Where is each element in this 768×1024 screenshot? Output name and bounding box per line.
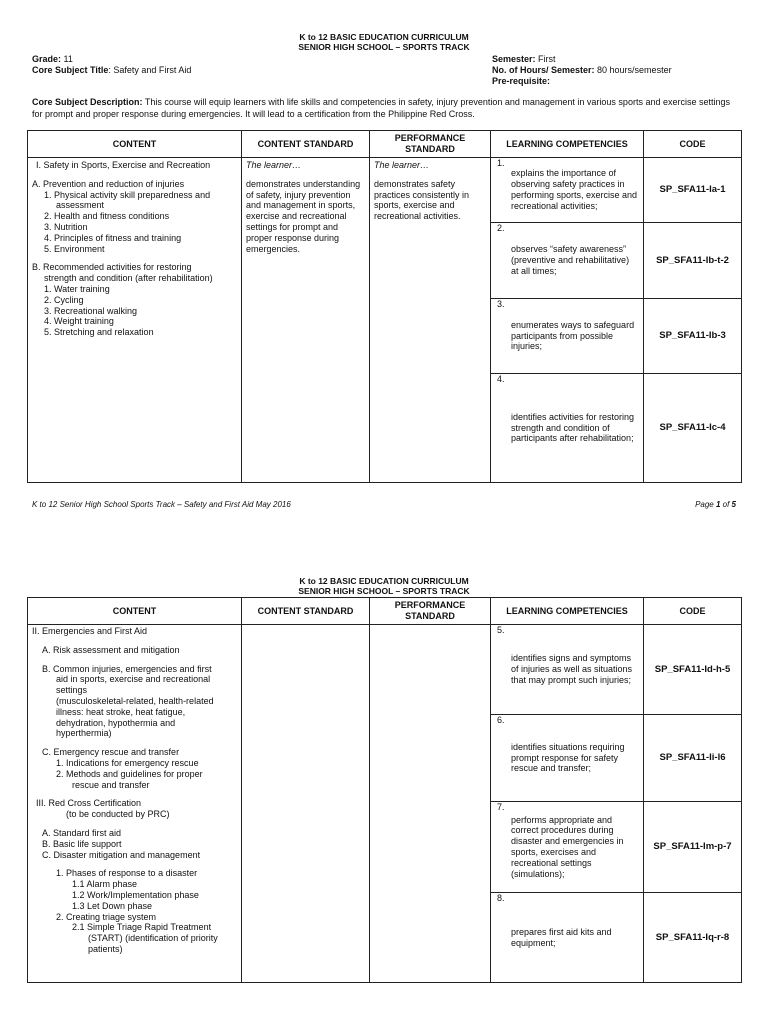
page2-header bbox=[0, 577, 768, 597]
track-title: SENIOR HIGH SCHOOL – SPORTS TRACK bbox=[298, 585, 470, 596]
col-performance-standard: PERFORMANCE STANDARD bbox=[370, 131, 491, 158]
subsection-b-cont: strength and condition (after rehabilitation) bbox=[44, 273, 213, 284]
subject-description bbox=[32, 97, 742, 120]
col-code: CODE bbox=[644, 598, 742, 625]
list-item: 1. Water training bbox=[44, 283, 110, 294]
page1-header bbox=[0, 33, 768, 53]
performance-standard-cell bbox=[370, 158, 491, 483]
learner-intro: The learner… bbox=[374, 160, 430, 170]
competency-text: explains the importance of observing safety practices in performing sports, exercise and recreational activities; bbox=[511, 168, 638, 211]
section-title: III. Red Cross Certification bbox=[36, 798, 142, 809]
competency-number: 5. bbox=[497, 625, 505, 635]
subsection-b: B. Recommended activities for restoring bbox=[32, 262, 192, 273]
code-cell: SP_SFA11-Ib-3 bbox=[644, 299, 742, 374]
list-item: patients) bbox=[88, 943, 123, 954]
subsection-c: C. Emergency rescue and transfer bbox=[42, 747, 180, 758]
list-item: 3. Nutrition bbox=[44, 221, 88, 232]
code-cell: SP_SFA11-Im-p-7 bbox=[644, 802, 742, 893]
competency-number: 7. bbox=[497, 802, 505, 812]
semester-info bbox=[492, 54, 672, 86]
footer-title: K to 12 Senior High School Sports Track – Safety and First Aid May 2016 bbox=[32, 500, 291, 509]
subsection-b-cont: hyperthermia) bbox=[56, 728, 112, 739]
list-item: 2. Cycling bbox=[44, 294, 84, 305]
col-content-standard: CONTENT STANDARD bbox=[242, 131, 370, 158]
list-item: 2. Health and fitness conditions bbox=[44, 211, 170, 222]
competency-cell bbox=[491, 715, 644, 802]
hours-label: No. of Hours/ Semester: bbox=[492, 64, 595, 75]
list-item: 1.3 Let Down phase bbox=[72, 900, 153, 911]
subject-value: : Safety and First Aid bbox=[108, 64, 192, 75]
performance-standard-text: demonstrates safety practices consistently in sports, exercise and recreational activities. bbox=[374, 178, 470, 222]
prereq-label: Pre-requisite: bbox=[492, 75, 551, 86]
page-number bbox=[695, 500, 736, 510]
content-standard-cell bbox=[242, 158, 370, 483]
content-standard-cell bbox=[242, 625, 370, 983]
col-learning-competencies: LEARNING COMPETENCIES bbox=[491, 598, 644, 625]
code-cell: SP_SFA11-Ia-1 bbox=[644, 158, 742, 223]
list-item: B. Basic life support bbox=[42, 838, 122, 849]
competency-number: 6. bbox=[497, 715, 505, 725]
list-item: 2. Methods and guidelines for proper bbox=[56, 768, 203, 779]
col-content-standard: CONTENT STANDARD bbox=[242, 598, 370, 625]
hours-value: 80 hours/semester bbox=[594, 64, 672, 75]
subsection-b-cont: (musculoskeletal-related, health-related bbox=[56, 695, 214, 706]
subsection-b: B. Common injuries, emergencies and first bbox=[42, 663, 212, 674]
curriculum-title: K to 12 BASIC EDUCATION CURRICULUM bbox=[299, 32, 469, 42]
col-performance-standard: PERFORMANCE STANDARD bbox=[370, 598, 491, 625]
list-item: rescue and transfer bbox=[72, 779, 150, 790]
code-cell: SP_SFA11-Ib-t-2 bbox=[644, 223, 742, 299]
description-text: This course will equip learners with life skills and competencies in safety, injury prevention and management in various sports and exercise settings for prompt and proper response during emergencies. It will lead to a certification from the Philippine Red Cross. bbox=[32, 97, 730, 119]
list-item: assessment bbox=[56, 200, 105, 211]
competency-cell bbox=[491, 802, 644, 893]
list-item: A. Standard first aid bbox=[42, 827, 122, 838]
competency-number: 2. bbox=[497, 223, 505, 233]
subsection-b-cont: illness: heat stroke, heat fatigue, bbox=[56, 706, 186, 717]
competency-text: identifies activities for restoring strength and condition of participants after rehabilitation; bbox=[511, 411, 635, 444]
grade-info bbox=[32, 54, 191, 76]
curriculum-table-1 bbox=[27, 130, 742, 483]
list-item: 1. Indications for emergency rescue bbox=[56, 757, 199, 768]
competency-text: observes “safety awareness” (preventive and rehabilitative) at all times; bbox=[511, 244, 630, 276]
list-item: (START) (identification of priority bbox=[88, 933, 218, 944]
competency-cell bbox=[491, 893, 644, 983]
learner-intro: The learner… bbox=[246, 160, 302, 170]
grade-value: 11 bbox=[61, 54, 73, 64]
col-content: CONTENT bbox=[28, 598, 242, 625]
content-standard-text: demonstrates understanding of safety, injury prevention and management in sports, exercise and recreational settings for prompt and proper response during emergencies. bbox=[246, 178, 361, 254]
list-item: 1.2 Work/Implementation phase bbox=[72, 889, 199, 900]
competency-cell bbox=[491, 625, 644, 715]
list-item: 1. Phases of response to a disaster bbox=[56, 868, 198, 879]
code-cell: SP_SFA11-Id-h-5 bbox=[644, 625, 742, 715]
col-content: CONTENT bbox=[28, 131, 242, 158]
section-title: II. Emergencies and First Aid bbox=[32, 626, 148, 636]
list-item: 4. Principles of fitness and training bbox=[44, 232, 182, 243]
competency-cell bbox=[491, 223, 644, 299]
list-item: C. Disaster mitigation and management bbox=[42, 849, 201, 860]
code-cell: SP_SFA11-Ii-l6 bbox=[644, 715, 742, 802]
list-item: 3. Recreational walking bbox=[44, 305, 138, 316]
list-item: 1. Physical activity skill preparedness and bbox=[44, 189, 211, 200]
competency-text: enumerates ways to safeguard participants from possible injuries; bbox=[511, 319, 635, 352]
subsection-a: A. Prevention and reduction of injuries bbox=[32, 178, 185, 189]
list-item: 4. Weight training bbox=[44, 316, 114, 327]
list-item: 5. Stretching and relaxation bbox=[44, 327, 154, 338]
competency-text: identifies situations requiring prompt response for safety rescue and transfer; bbox=[511, 741, 625, 774]
subsection-b-cont: settings bbox=[56, 685, 88, 696]
col-code: CODE bbox=[644, 131, 742, 158]
page-label: Page bbox=[695, 500, 716, 509]
semester-label: Semester: bbox=[492, 54, 536, 64]
section-title: I. Safety in Sports, Exercise and Recreation bbox=[36, 160, 211, 170]
description-label: Core Subject Description: bbox=[32, 97, 143, 107]
track-title: SENIOR HIGH SCHOOL – SPORTS TRACK bbox=[298, 41, 470, 52]
page-current: 1 bbox=[715, 500, 721, 509]
subsection-b-cont: dehydration, hypothermia and bbox=[56, 717, 176, 728]
list-item: 5. Environment bbox=[44, 243, 105, 254]
semester-value: First bbox=[535, 54, 556, 64]
section-note: (to be conducted by PRC) bbox=[66, 809, 170, 820]
subject-label: Core Subject Title bbox=[32, 64, 109, 75]
competency-text: prepares first aid kits and equipment; bbox=[511, 926, 612, 948]
content-cell bbox=[28, 625, 242, 983]
competency-number: 3. bbox=[497, 299, 505, 309]
competency-number: 8. bbox=[497, 893, 505, 903]
competency-cell bbox=[491, 299, 644, 374]
competency-cell bbox=[491, 158, 644, 223]
col-learning-competencies: LEARNING COMPETENCIES bbox=[491, 131, 644, 158]
page-total: 5 bbox=[731, 500, 736, 509]
list-item: 2. Creating triage system bbox=[56, 911, 157, 922]
code-cell: SP_SFA11-Ic-4 bbox=[644, 374, 742, 483]
competency-number: 4. bbox=[497, 374, 505, 384]
page-of: of bbox=[720, 500, 732, 509]
competency-number: 1. bbox=[497, 158, 505, 168]
curriculum-title: K to 12 BASIC EDUCATION CURRICULUM bbox=[299, 576, 469, 586]
list-item: 2.1 Simple Triage Rapid Treatment bbox=[72, 922, 212, 933]
code-cell: SP_SFA11-Iq-r-8 bbox=[644, 893, 742, 983]
subsection-a: A. Risk assessment and mitigation bbox=[42, 644, 180, 655]
competency-text: performs appropriate and correct procedures during disaster and emergencies in sports, exercises and recreational settings (simulations); bbox=[511, 814, 624, 879]
content-cell bbox=[28, 158, 242, 483]
list-item: 1.1 Alarm phase bbox=[72, 879, 138, 890]
competency-cell bbox=[491, 374, 644, 483]
grade-label: Grade: bbox=[32, 54, 62, 64]
subsection-b-cont: aid in sports, exercise and recreational bbox=[56, 674, 211, 685]
curriculum-table-2 bbox=[27, 597, 742, 983]
performance-standard-cell bbox=[370, 625, 491, 983]
competency-text: identifies signs and symptoms of injuries as well as situations that may prompt such injuries; bbox=[511, 653, 633, 685]
